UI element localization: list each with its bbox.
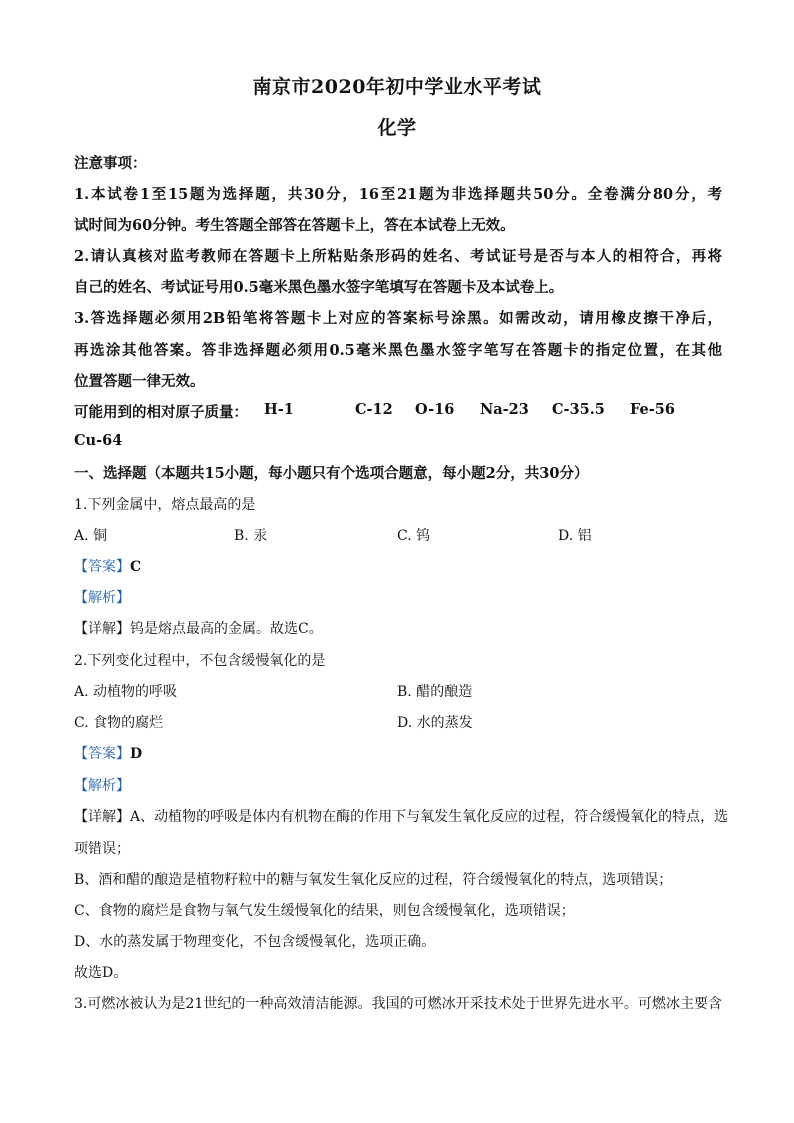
q2-stem: 2.下列变化过程中，不包含缓慢氧化的是	[74, 653, 326, 669]
q2-answer-value: D	[130, 746, 143, 762]
q1-option-a: A. 铜	[74, 528, 108, 544]
q2-analysis-label: 【解析】	[74, 778, 130, 794]
q2-detail-a: A、动植物的呼吸是体内有机物在酶的作用下与氧发生氧化反应的过程，符合缓慢氧化的特点，选	[130, 809, 729, 825]
note-3-line-2: 再选涂其他答案。答非选择题必须用0.5毫米黑色墨水签字笔写在答题卡的指定位置，在其他	[74, 342, 722, 359]
q1-answer	[74, 556, 141, 576]
detail-label: 【详解】	[74, 621, 130, 637]
q1-option-c: C. 钨	[397, 528, 431, 544]
q3-stem: 3.可燃冰被认为是21世纪的一种高效清洁能源。我国的可燃冰开采技术处于世界先进水平。可燃冰主要含	[74, 996, 722, 1012]
note-3-line-1: 3.答选择题必须用2B铅笔将答题卡上对应的答案标号涂黑。如需改动，请用橡皮擦干净后，	[74, 310, 722, 327]
atomic-mass-h: H-1	[264, 401, 294, 418]
q2-conclusion: 故选D。	[74, 965, 128, 981]
q2-detail-line-1	[74, 806, 729, 826]
atomic-mass-cu: Cu-64	[74, 432, 123, 449]
note-2-line-1: 2.请认真核对监考教师在答题卡上所粘贴条形码的姓名、考试证号是否与本人的相符合，再将	[74, 248, 722, 265]
atomic-mass-c: C-12	[355, 401, 393, 418]
note-3-line-3: 位置答题一律无效。	[74, 373, 205, 390]
note-1-line-2: 试时间为60分钟。考生答题全部答在答题卡上，答在本试卷上无效。	[74, 217, 515, 234]
exam-title: 南京市2020年初中学业水平考试	[252, 76, 542, 98]
note-1-line-1: 1.本试卷1至15题为选择题，共30分，16至21题为非选择题共50分。全卷满分80分，考	[74, 186, 722, 203]
atomic-mass-fe: Fe-56	[630, 401, 675, 418]
q1-analysis-label: 【解析】	[74, 590, 130, 606]
note-2-line-2: 自己的姓名、考试证号用0.5毫米黑色墨水签字笔填写在答题卡及本试卷上。	[74, 279, 564, 296]
section-1-heading: 一、选择题（本题共15小题，每小题只有个选项合题意，每小题2分，共30分）	[74, 465, 589, 482]
q2-answer	[74, 743, 142, 763]
q2-detail-line-5: D、水的蒸发属于物理变化，不包含缓慢氧化，选项正确。	[74, 934, 436, 950]
q1-detail-text: 钨是熔点最高的金属。故选C。	[130, 621, 323, 637]
q1-answer-value: C	[130, 559, 142, 575]
q1-option-b: B. 汞	[234, 528, 268, 544]
q1-stem: 1.下列金属中，熔点最高的是	[74, 497, 256, 513]
subject-title: 化学	[377, 117, 417, 139]
q2-option-c: C. 食物的腐烂	[74, 715, 164, 731]
q2-detail-line-2: 项错误；	[74, 841, 130, 857]
atomic-mass-o: O-16	[415, 401, 455, 418]
detail-label: 【详解】	[74, 809, 130, 825]
q2-option-b: B. 醋的酿造	[397, 684, 473, 700]
answer-label: 【答案】	[74, 746, 130, 762]
q2-option-d: D. 水的蒸发	[397, 715, 473, 731]
q1-option-d: D. 铝	[558, 528, 592, 544]
q1-detail	[74, 618, 323, 638]
notes-heading: 注意事项：	[74, 155, 147, 172]
q2-detail-line-3: B、酒和醋的酿造是植物籽粒中的糖与氧发生氧化反应的过程，符合缓慢氧化的特点，选项错误；	[74, 872, 673, 888]
atomic-mass-cl: C-35.5	[552, 401, 605, 418]
q2-option-a: A. 动植物的呼吸	[74, 684, 178, 700]
q2-detail-line-4: C、食物的腐烂是食物与氧气发生缓慢氧化的结果，则包含缓慢氧化，选项错误；	[74, 903, 575, 919]
answer-label: 【答案】	[74, 559, 130, 575]
atomic-mass-label: 可能用到的相对原子质量：	[74, 404, 248, 421]
atomic-mass-na: Na-23	[480, 401, 529, 418]
